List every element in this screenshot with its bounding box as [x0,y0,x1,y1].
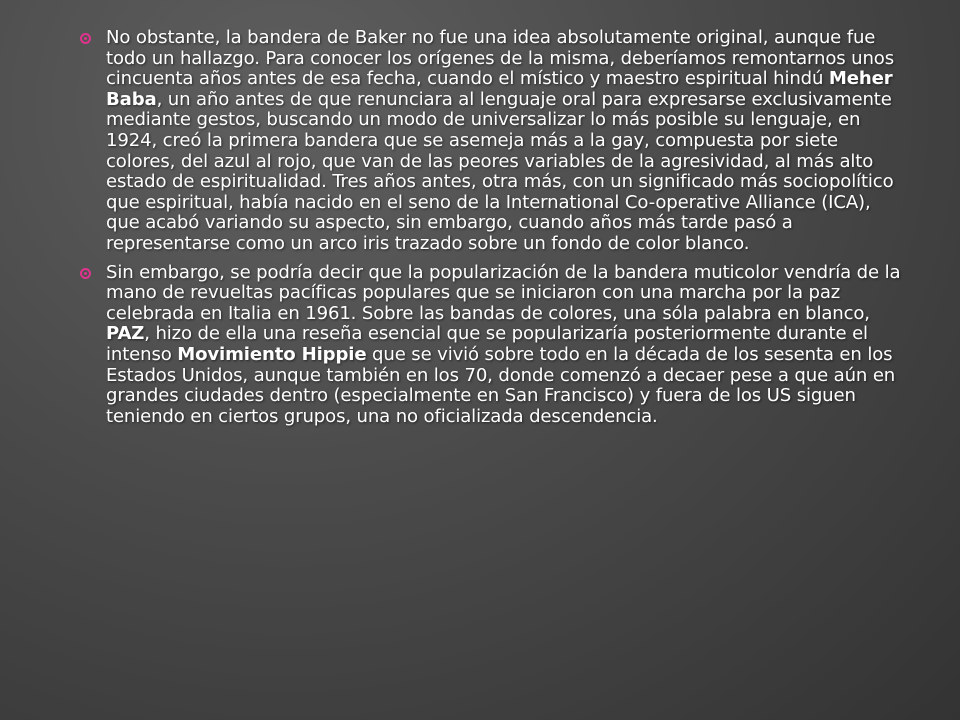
bullet-2-bold-movement: Movimiento Hippie [177,343,367,365]
circle-bullet-icon [80,268,91,279]
bullet-1-text-2: , un año antes de que renunciara al lenguaje oral para expresarse exclusivamente mediante gestos, buscando un modo de universalizar lo más posible su lenguaje, en 1924, creó la primera bandera que se asemeja más a la gay, compuesta por siete colores, del azul al rojo, que van de las peores variables de la agresividad, al más alto estado de espiritualidad. Tres años antes, otra más, con un significado más sociopolítico que espiritual, había nacido en el seno de la International Co-operative Alliance (ICA), que acabó variando su aspecto, sin embargo, cuando años más tarde pasó a representarse como un arco iris trazado sobre un fondo de color blanco. [106,88,894,254]
bullet-2-text-2: , hizo de ella una reseña esencial que se popularizaría posteriormente durante el intenso [106,323,868,365]
bullet-2-text-3: que se vivió sobre todo en la década de los sesenta en los Estados Unidos, aunque también en los 70, donde comenzó a decaer pese a que aún en grandes ciudades dentro (especialmente en San Francisco) y fuera de los US siguen teniendo en ciertos grupos, una no oficializada descendencia. [106,343,896,427]
bullet-2-bold-paz: PAZ [106,323,145,345]
bullet-item-1 [80,28,906,255]
circle-bullet-icon [80,33,91,44]
bullet-2-text-1: Sin embargo, se podría decir que la popularización de la bandera muticolor vendría de la mano de revueltas pacíficas populares que se iniciaron con una marcha por la paz celebrada en Italia en 1961. Sobre las bandas de colores, una sóla palabra en blanco, [106,261,901,324]
bullet-item-2 [80,263,906,428]
bullet-1-text-1: No obstante, la bandera de Baker no fue una idea absolutamente original, aunque fue todo un hallazgo. Para conocer los orígenes de la misma, deberíamos remontarnos unos cincuenta años antes de esa fecha, cuando el místico y maestro espiritual hindú [106,27,894,90]
bullet-1-bold-name: Meher Baba [106,68,893,110]
bullet-list [80,28,906,435]
